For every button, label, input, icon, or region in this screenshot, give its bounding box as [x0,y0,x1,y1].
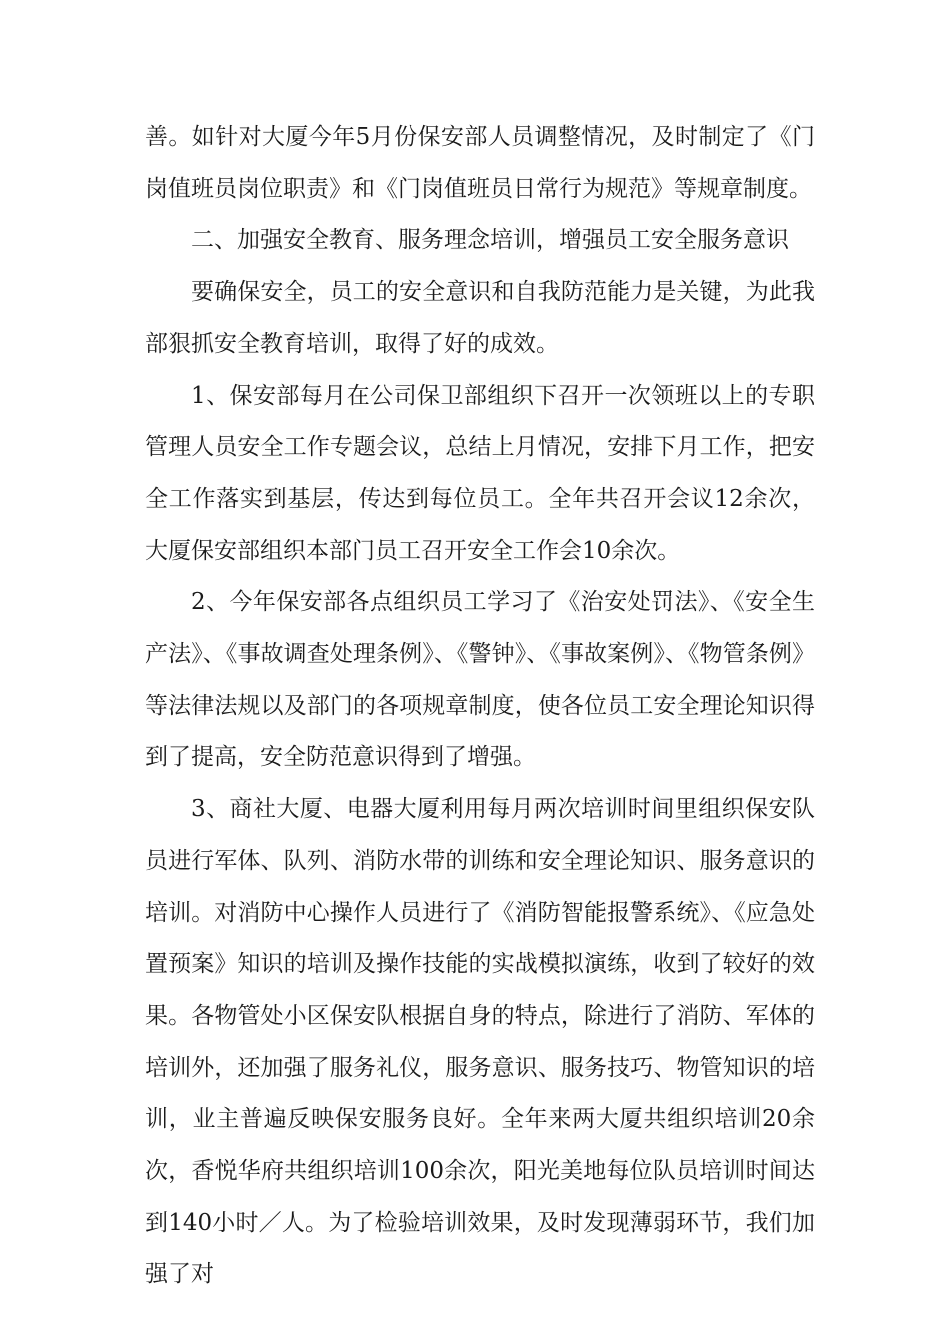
document-body [145,112,815,1301]
paragraph-item-2: 2、今年保安部各点组织员工学习了《治安处罚法》、《安全生产法》、《事故调查处理条例》、《警钟》、《事故案例》、《物管条例》等法律法规以及部门的各项规章制度，使各位员工安全理论知识得到了提高，安全防范意识得到了增强。 [145,589,815,771]
paragraph-item-1: 1、保安部每月在公司保卫部组织下召开一次领班以上的专职管理人员安全工作专题会议，总结上月情况，安排下月工作，把安全工作落实到基层，传达到每位员工。全年共召开会议12余次，大厦保安部组织本部门员工召开安全工作会10余次。 [145,382,815,564]
paragraph-intro: 要确保安全，员工的安全意识和自我防范能力是关键，为此我部狠抓安全教育培训，取得了好的成效。 [145,279,815,357]
paragraph-continuation: 善。如针对大厦今年5月份保安部人员调整情况，及时制定了《门岗值班员岗位职责》和《门岗值班员日常行为规范》等规章制度。 [145,124,815,202]
paragraph-item-3: 3、商社大厦、电器大厦利用每月两次培训时间里组织保安队员进行军体、队列、消防水带的训练和安全理论知识、服务意识的培训。对消防中心操作人员进行了《消防智能报警系统》、《应急处置预案》知识的培训及操作技能的实战模拟演练，收到了较好的效果。各物管处小区保安队根据自身的特点，除进行了消防、军体的培训外，还加强了服务礼仪，服务意识、服务技巧、物管知识的培训，业主普遍反映保安服务良好。全年来两大厦共组织培训20余次，香悦华府共组织培训100余次，阳光美地每位队员培训时间达到140小时／人。为了检验培训效果，及时发现薄弱环节，我们加强了对 [145,796,815,1288]
section-heading: 二、加强安全教育、服务理念培训，增强员工安全服务意识 [191,227,789,254]
